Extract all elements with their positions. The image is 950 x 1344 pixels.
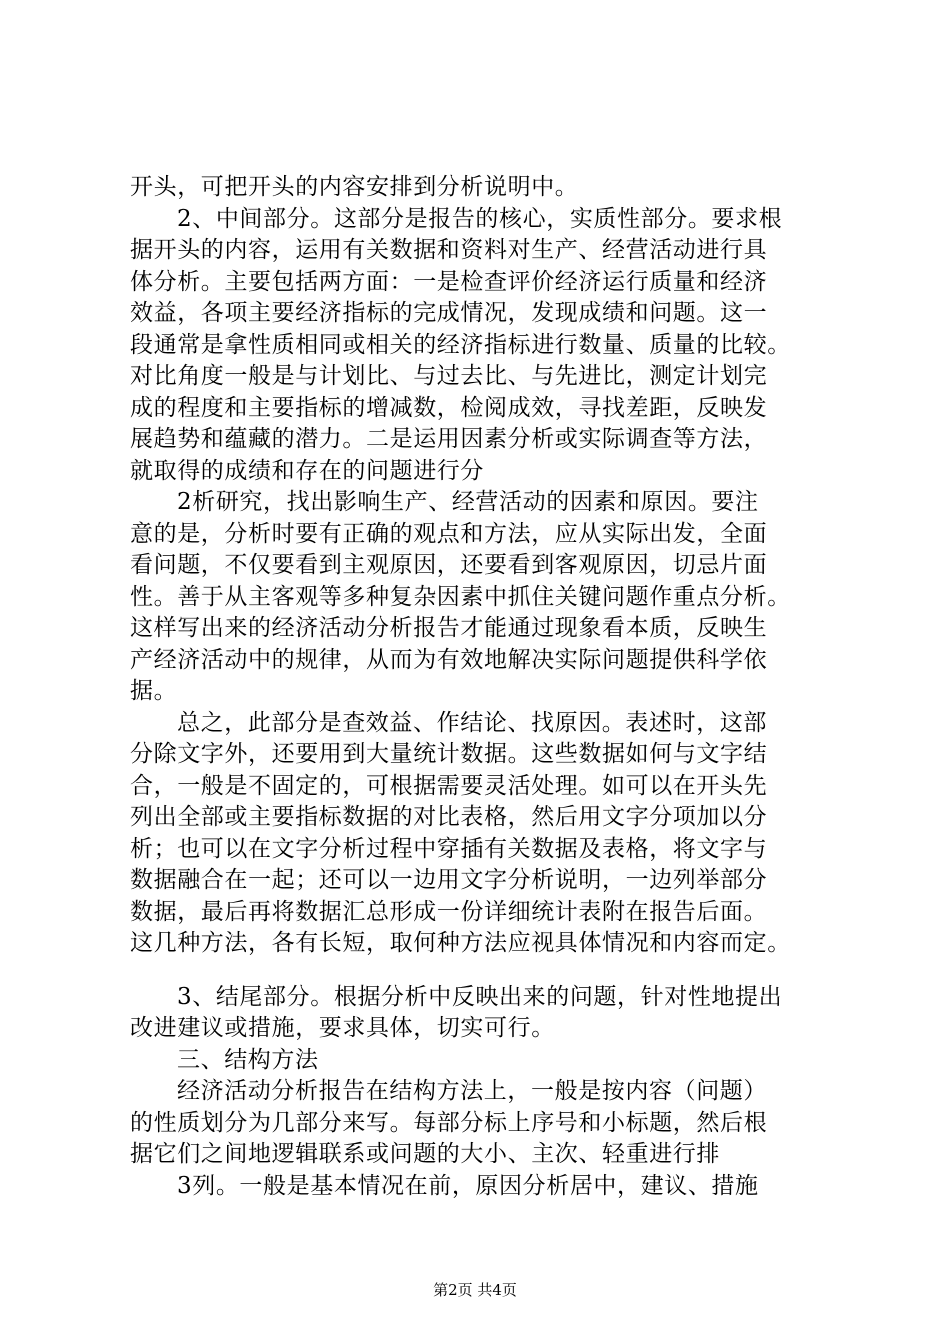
text-line: 对比角度一般是与计划比、与过去比、与先进比，测定计划完 bbox=[130, 363, 768, 389]
text-line: 成的程度和主要指标的增减数，检阅成效，寻找差距，反映发 bbox=[130, 394, 768, 421]
text-line: 3、结尾部分。根据分析中反映出来的问题，针对性地提出 bbox=[177, 983, 783, 1010]
text-line: 效益，各项主要经济指标的完成情况，发现成绩和问题。这一 bbox=[130, 300, 768, 326]
text-line: 展趋势和蕴藏的潜力。二是运用因素分析或实际调查等方法， bbox=[130, 426, 768, 452]
document-body bbox=[130, 172, 830, 1202]
text-line: 析；也可以在文字分析过程中穿插有关数据及表格，将文字与 bbox=[130, 835, 768, 862]
text-line: 改进建议或措施，要求具体，切实可行。 bbox=[130, 1015, 555, 1041]
text-line: 数据融合在一起；还可以一边用文字分析说明，一边列举部分 bbox=[130, 867, 768, 893]
text-line: 数据，最后再将数据汇总形成一份详细统计表附在报告后面。 bbox=[130, 898, 768, 925]
text-line: 列出全部或主要指标数据的对比表格，然后用文字分项加以分 bbox=[130, 804, 768, 830]
text-line: 经济活动分析报告在结构方法上，一般是按内容（问题） bbox=[177, 1078, 767, 1104]
blank-line bbox=[130, 960, 830, 982]
text-line: 这几种方法，各有长短，取何种方法应视具体情况和内容而定。 bbox=[130, 930, 791, 956]
text-line: 就取得的成绩和存在的问题进行分 bbox=[130, 457, 484, 484]
text-line: 体分析。主要包括两方面：一是检查评价经济运行质量和经济 bbox=[130, 268, 768, 295]
text-line: 产经济活动中的规律，从而为有效地解决实际问题提供科学依 bbox=[130, 646, 768, 673]
text-line: 性。善于从主客观等多种复杂因素中抓住关键问题作重点分析。 bbox=[130, 583, 791, 610]
text-line: 据。 bbox=[130, 678, 178, 704]
text-line: 3列。一般是基本情况在前，原因分析居中，建议、措施 bbox=[177, 1172, 759, 1199]
page-footer: 第2页 共4页 bbox=[433, 1281, 517, 1299]
text-line: 据它们之间地逻辑联系或问题的大小、主次、轻重进行排 bbox=[130, 1141, 720, 1167]
section-heading: 三、结构方法 bbox=[177, 1046, 319, 1073]
text-line: 据开头的内容，运用有关数据和资料对生产、经营活动进行具 bbox=[130, 237, 768, 263]
text-line: 分除文字外，还要用到大量统计数据。这些数据如何与文字结 bbox=[130, 741, 768, 767]
text-line: 开头，可把开头的内容安排到分析说明中。 bbox=[130, 174, 579, 200]
text-line: 这样写出来的经济活动分析报告才能通过现象看本质，反映生 bbox=[130, 615, 768, 641]
text-line: 2、中间部分。这部分是报告的核心，实质性部分。要求根 bbox=[177, 205, 783, 232]
text-line: 总之，此部分是查效益、作结论、找原因。表述时，这部 bbox=[177, 709, 767, 736]
text-line: 的性质划分为几部分来写。每部分标上序号和小标题，然后根 bbox=[130, 1109, 768, 1136]
text-line: 合，一般是不固定的，可根据需要灵活处理。如可以在开头先 bbox=[130, 772, 768, 799]
text-line: 看问题，不仅要看到主观原因，还要看到客观原因，切忌片面 bbox=[130, 552, 768, 578]
text-line: 段通常是拿性质相同或相关的经济指标进行数量、质量的比较。 bbox=[130, 331, 791, 358]
text-line: 意的是，分析时要有正确的观点和方法，应从实际出发，全面 bbox=[130, 520, 768, 547]
text-line: 2析研究，找出影响生产、经营活动的因素和原因。要注 bbox=[177, 489, 759, 515]
